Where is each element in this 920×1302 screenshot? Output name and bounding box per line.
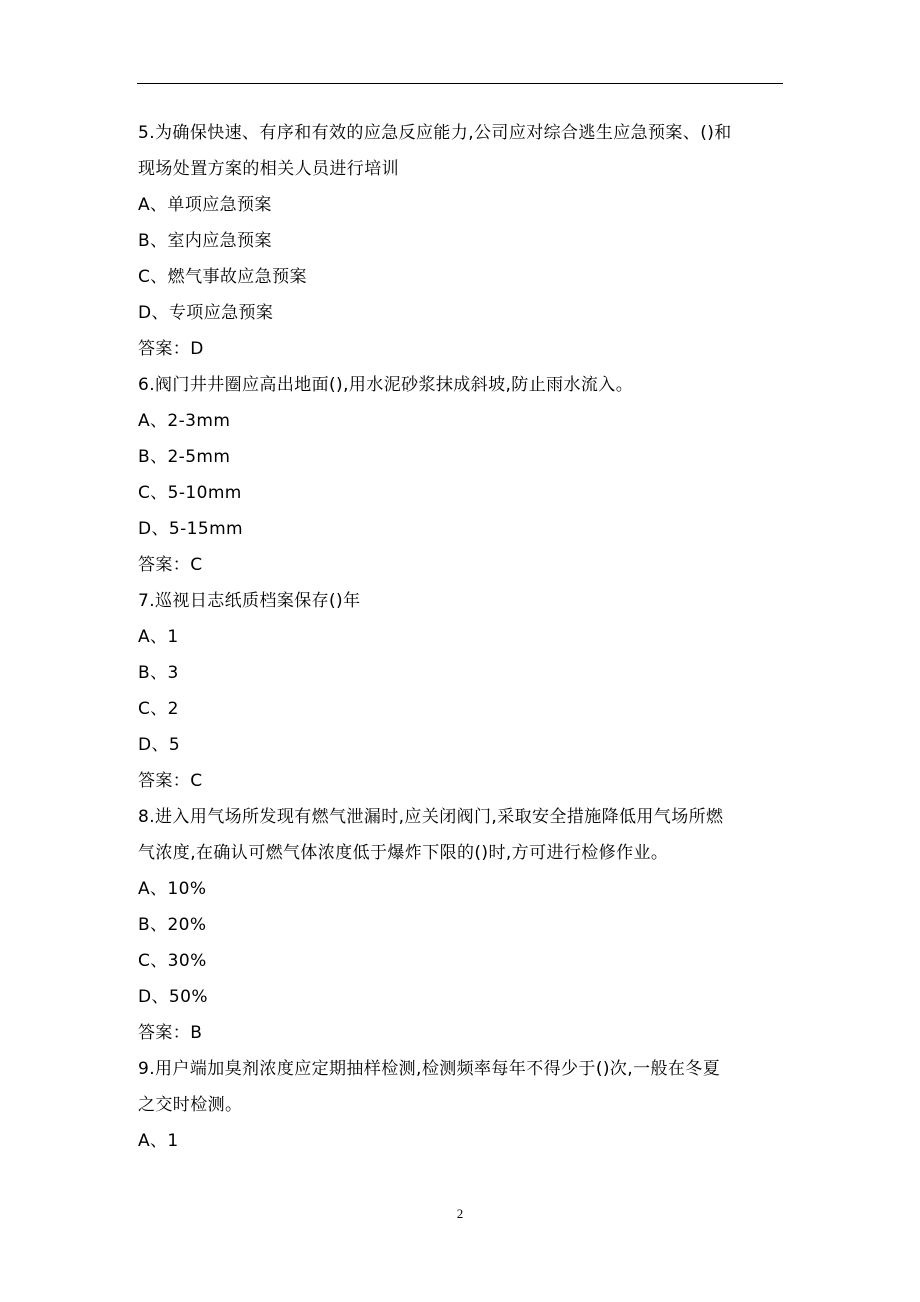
option-a: A、2-3mm — [138, 411, 231, 431]
option-b: B、20% — [138, 915, 207, 935]
option-a: A、1 — [138, 627, 179, 647]
option-c: C、燃气事故应急预案 — [138, 267, 307, 287]
option-b: B、3 — [138, 663, 179, 683]
question-stem-line: 现场处置方案的相关人员进行培训 — [138, 159, 399, 179]
question-stem-line: 之交时检测。 — [138, 1095, 243, 1115]
page-number: 2 — [456, 1206, 464, 1221]
question-5 — [138, 115, 788, 367]
option-d: D、5 — [138, 735, 181, 755]
option-c: C、2 — [138, 699, 179, 719]
option-d: D、50% — [138, 987, 208, 1007]
question-6 — [138, 367, 788, 583]
option-d: D、5-15mm — [138, 519, 243, 539]
answer: 答案：C — [138, 771, 203, 791]
option-a: A、10% — [138, 879, 207, 899]
option-b: B、室内应急预案 — [138, 231, 272, 251]
question-9 — [138, 1051, 788, 1159]
header-rule — [137, 83, 783, 84]
option-a: A、1 — [138, 1131, 179, 1151]
question-stem-line: 7.巡视日志纸质档案保存()年 — [138, 591, 361, 611]
question-8 — [138, 799, 788, 1051]
question-list — [138, 115, 788, 1159]
question-7 — [138, 583, 788, 799]
option-c: C、5-10mm — [138, 483, 242, 503]
answer: 答案：D — [138, 339, 204, 359]
question-stem-line: 9.用户端加臭剂浓度应定期抽样检测,检测频率每年不得少于()次,一般在冬夏 — [138, 1059, 721, 1079]
question-stem-line: 6.阀门井井圈应高出地面(),用水泥砂浆抹成斜坡,防止雨水流入。 — [138, 375, 634, 395]
option-a: A、单项应急预案 — [138, 195, 272, 215]
question-stem-line: 气浓度,在确认可燃气体浓度低于爆炸下限的()时,方可进行检修作业。 — [138, 843, 669, 863]
answer: 答案：C — [138, 555, 203, 575]
option-b: B、2-5mm — [138, 447, 231, 467]
option-d: D、专项应急预案 — [138, 303, 274, 323]
option-c: C、30% — [138, 951, 207, 971]
answer: 答案：B — [138, 1023, 203, 1043]
question-stem-line: 8.进入用气场所发现有燃气泄漏时,应关闭阀门,采取安全措施降低用气场所燃 — [138, 807, 724, 827]
question-stem-line: 5.为确保快速、有序和有效的应急反应能力,公司应对综合逃生应急预案、()和 — [138, 123, 732, 143]
